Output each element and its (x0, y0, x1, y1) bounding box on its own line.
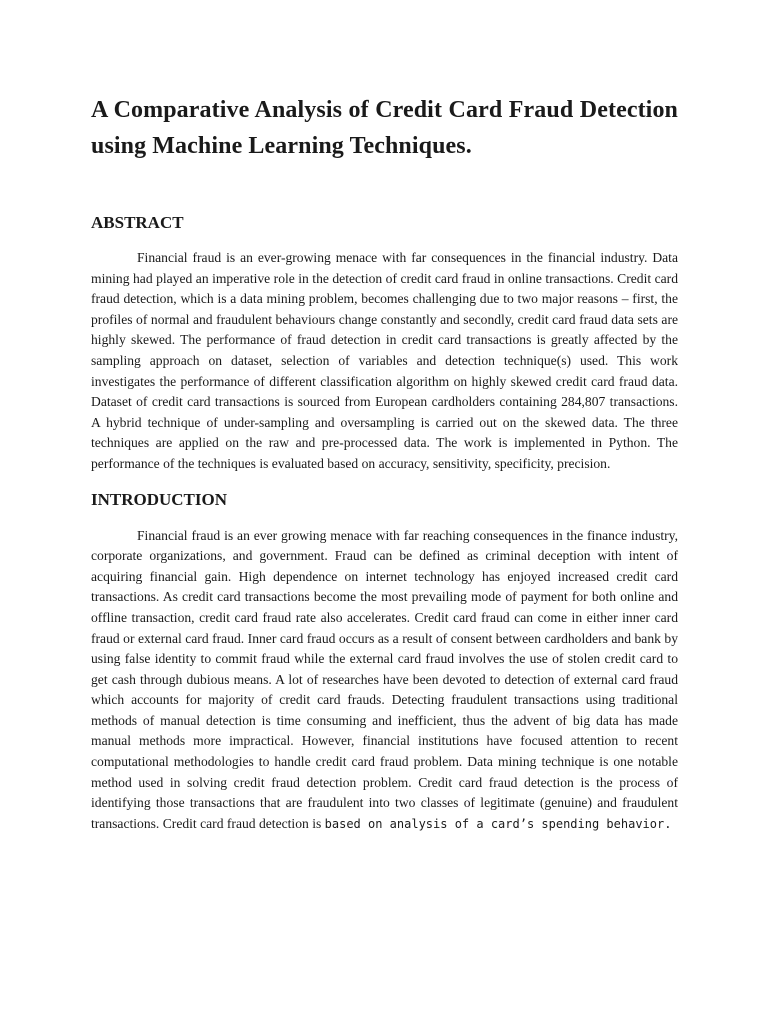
abstract-heading: ABSTRACT (91, 213, 184, 232)
introduction-text-tail: based on analysis of a card’s spending behavior. (324, 816, 672, 831)
abstract-paragraph: Financial fraud is an ever-growing menace with far consequences in the financial industry. Data mining had played an imperative role in the detection of credit card fraud in online transactions. Credit card fraud detection, which is a data mining problem, becomes challenging due to two major reasons – first, the profiles of normal and fraudulent behaviours change constantly and secondly, credit card fraud data sets are highly skewed. The performance of fraud detection in credit card transactions is greatly affected by the sampling approach on dataset, selection of variables and detection technique(s) used. This work investigates the performance of different classification algorithm on highly skewed credit card fraud data. Dataset of credit card transactions is sourced from European cardholders containing 284,807 transactions. A hybrid technique of under-sampling and oversampling is carried out on the skewed data. The three techniques are applied on the raw and pre-processed data. The work is implemented in Python. The performance of the techniques is evaluated based on accuracy, sensitivity, specificity, precision. (91, 250, 678, 471)
introduction-paragraph (91, 526, 678, 835)
introduction-text: Financial fraud is an ever growing menace with far reaching consequences in the finance industry, corporate organizations, and government. Fraud can be defined as criminal deception with intent of acquiring financial gain. High dependence on internet technology has enjoyed increased credit card transactions. As credit card transactions become the most prevailing mode of payment for both online and offline transaction, credit card fraud rate also accelerates. Credit card fraud can come in either inner card fraud or external card fraud. Inner card fraud occurs as a result of consent between cardholders and bank by using false identity to commit fraud while the external card fraud involves the use of stolen credit card to get cash through dubious means. A lot of researches have been devoted to detection of external card fraud which accounts for majority of credit card frauds. Detecting fraudulent transactions using traditional methods of manual detection is time consuming and inefficient, thus the advent of big data has made manual methods more impractical. However, financial institutions have focused attention to recent computational methodologies to handle credit card fraud problem. Data mining technique is one notable method used in solving credit fraud detection problem. Credit card fraud detection is the process of identifying those transactions that are fraudulent into two classes of legitimate (genuine) and fraudulent transactions. Credit card fraud detection is (91, 527, 678, 831)
introduction-heading: INTRODUCTION (91, 489, 228, 509)
paper-title: A Comparative Analysis of Credit Card Fraud Detection using Machine Learning Techniques. (91, 97, 678, 159)
